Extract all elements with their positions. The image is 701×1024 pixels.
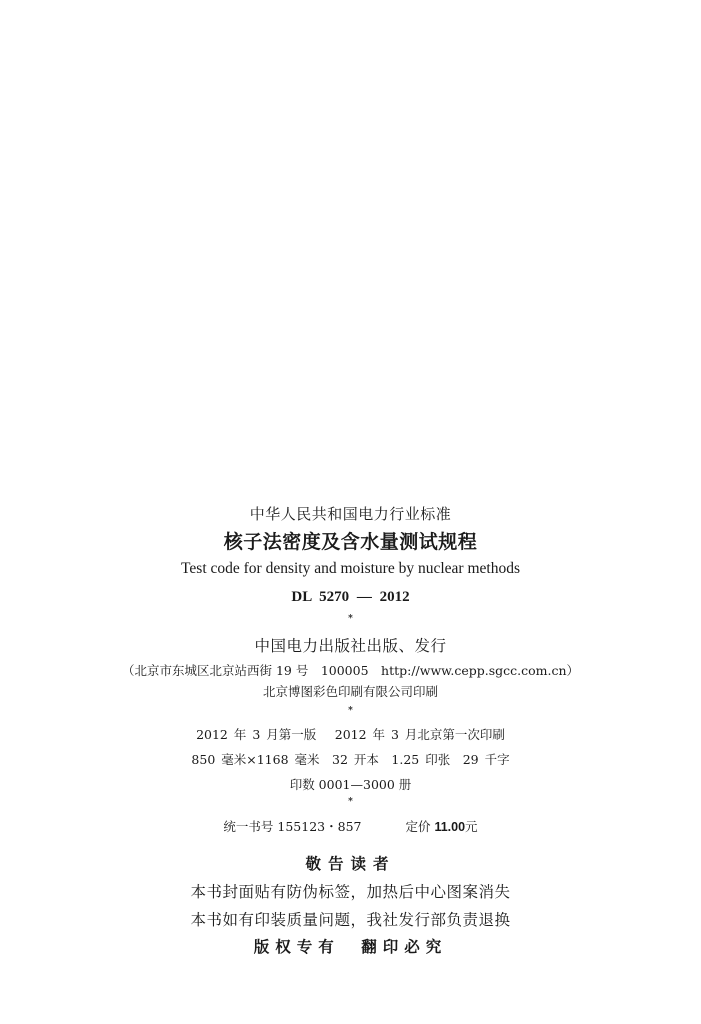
publisher-address: （北京市东城区北京站西街 19 号 100005 http://www.cepp.sgcc.com.cn） — [121, 663, 580, 678]
print-quantity: 印数 0001—3000 册 — [289, 777, 412, 792]
title-english: Test code for density and moisture by nuclear methods — [181, 560, 520, 577]
price-unit: 元 — [465, 819, 478, 834]
copyright-notice: 版权专有 翻印必究 — [253, 938, 448, 956]
separator-star: * — [348, 706, 353, 716]
isbn-price-line — [0, 817, 701, 835]
price-label: 定价 — [405, 819, 431, 834]
price-value: 11.00 — [434, 820, 466, 834]
notice-line-2: 本书如有印装质量问题，我社发行部负责退换 — [190, 911, 511, 929]
isbn-number: 统一书号 155123・857 — [223, 819, 362, 834]
format-specs: 850 毫米×1168 毫米 32 开本 1.25 印张 29 千字 — [191, 752, 510, 767]
standard-code: DL 5270 — 2012 — [291, 589, 410, 605]
notice-line-1: 本书封面贴有防伪标签，加热后中心图案消失 — [190, 883, 511, 901]
printer: 北京博图彩色印刷有限公司印刷 — [262, 684, 438, 699]
standard-name: 中华人民共和国电力行业标准 — [249, 505, 452, 523]
title-chinese: 核子法密度及含水量测试规程 — [223, 531, 478, 553]
separator-star: * — [348, 614, 353, 624]
notice-title: 敬告读者 — [305, 855, 396, 873]
separator-star: * — [348, 797, 353, 807]
edition-info: 2012 年 3 月第一版 2012 年 3 月北京第一次印刷 — [196, 727, 505, 742]
publisher: 中国电力出版社出版、发行 — [254, 637, 447, 655]
